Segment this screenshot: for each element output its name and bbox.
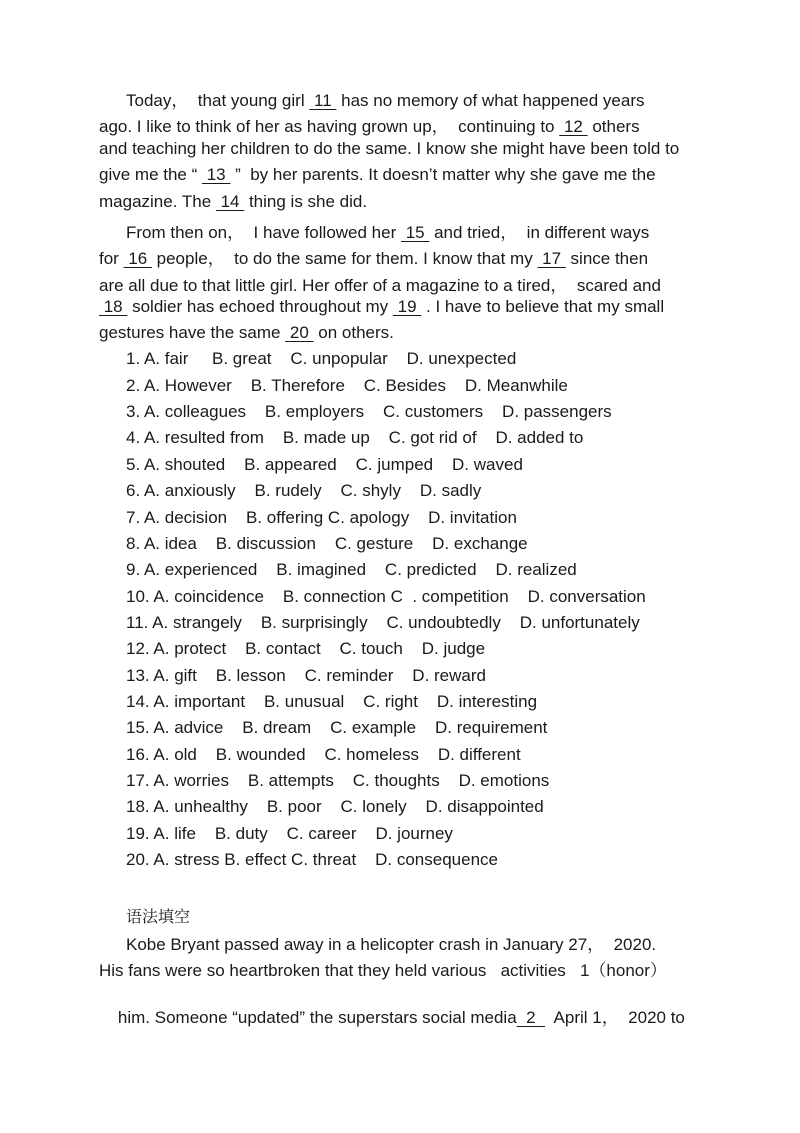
passage-line: [99, 112, 640, 137]
passage-line: [99, 139, 679, 159]
text: and teaching her children to do the same. I know she might have been told to: [99, 139, 680, 158]
option-line-15: 15. A. advice B. dream C. example D. requirement: [126, 718, 548, 737]
blank-20: 20: [285, 323, 314, 342]
text: From then on， I have followed her: [126, 223, 401, 242]
option-line-4: 4. A. resulted from B. made up C. got rid of D. added to: [126, 428, 584, 447]
blank-16: 16: [123, 249, 152, 268]
text: since then: [565, 249, 649, 268]
passage-line: [99, 244, 648, 269]
option-line-7: 7. A. decision B. offering C. apology D. invitation: [126, 508, 517, 527]
blank-18: 18: [99, 297, 128, 316]
option-line-17: 17. A. worries B. attempts C. thoughts D. emotions: [126, 771, 550, 790]
passage-line: [126, 86, 645, 111]
blank-11: 11: [309, 91, 337, 110]
text: on others.: [313, 323, 394, 342]
option-line-10: 10. A. coincidence B. connection C . competition D. conversation: [126, 587, 646, 606]
text: people， to do the same for them. I know that my: [151, 249, 538, 268]
text: thing is she did.: [244, 192, 368, 211]
passage-line: [99, 165, 656, 185]
text: him. Someone “updated” the superstars social media: [117, 1008, 517, 1027]
option-line-12: 12. A. protect B. contact C. touch D. judge: [126, 639, 486, 658]
text: Today， that young girl: [126, 91, 310, 110]
passage-line: [99, 323, 394, 343]
text: ” by her parents. It doesn’t matter why she gave me the: [230, 165, 656, 184]
option-line-13: 13. A. gift B. lesson C. reminder D. reward: [126, 666, 486, 685]
blank-15: 15: [400, 223, 430, 242]
option-line-8: 8. A. idea B. discussion C. gesture D. exchange: [126, 534, 528, 553]
passage-line: [99, 192, 367, 212]
blank-13: 13: [202, 165, 231, 184]
text: . I have to believe that my small: [421, 297, 665, 316]
passage-line: [126, 218, 649, 243]
text: magazine. The: [99, 192, 216, 211]
option-line-1: 1. A. fair B. great C. unpopular D. unexpected: [126, 349, 517, 368]
option-line-11: 11. A. strangely B. surprisingly C. undoubtedly D. unfortunately: [126, 613, 640, 632]
section-heading: 语法填空: [126, 907, 191, 926]
blank-19: 19: [392, 297, 422, 316]
option-line-14: 14. A. important B. unusual C. right D. interesting: [126, 692, 538, 711]
option-line-19: 19. A. life B. duty C. career D. journey: [126, 824, 453, 843]
grammar-line-1: Kobe Bryant passed away in a helicopter crash in January 27， 2020.: [126, 935, 657, 954]
text: soldier has echoed throughout my: [127, 297, 393, 316]
text: are all due to that little girl. Her offer of a magazine to a tired， scared and: [99, 276, 661, 295]
option-line-2: 2. A. However B. Therefore C. Besides D. Meanwhile: [126, 376, 568, 395]
option-line-9: 9. A. experienced B. imagined C. predicted D. realized: [126, 560, 577, 579]
passage-line: [99, 271, 661, 296]
grammar-line-3: [99, 983, 685, 1048]
text: and tried， in different ways: [429, 223, 650, 242]
grammar-line-2: His fans were so heartbroken that they held various activities 1（honor）: [99, 961, 667, 980]
option-line-6: 6. A. anxiously B. rudely C. shyly D. sadly: [126, 481, 482, 500]
option-line-16: 16. A. old B. wounded C. homeless D. different: [126, 745, 521, 764]
text: has no memory of what happened years: [336, 91, 645, 110]
passage-line: [99, 297, 664, 317]
text: others: [587, 117, 640, 136]
text: April 1， 2020 to: [545, 1008, 685, 1027]
blank-12: 12: [559, 117, 588, 136]
blank-2: 2: [516, 1008, 546, 1027]
blank-14: 14: [215, 192, 245, 211]
blank-17: 17: [537, 249, 566, 268]
option-line-20: 20. A. stress B. effect C. threat D. consequence: [126, 850, 498, 869]
option-line-3: 3. A. colleagues B. employers C. customers D. passengers: [126, 402, 612, 421]
text: for: [99, 249, 124, 268]
option-line-18: 18. A. unhealthy B. poor C. lonely D. disappointed: [126, 797, 544, 816]
text: give me the “: [99, 165, 202, 184]
text: ago. I like to think of her as having grown up， continuing to: [99, 117, 560, 136]
text: gestures have the same: [99, 323, 286, 342]
option-line-5: 5. A. shouted B. appeared C. jumped D. waved: [126, 455, 523, 474]
